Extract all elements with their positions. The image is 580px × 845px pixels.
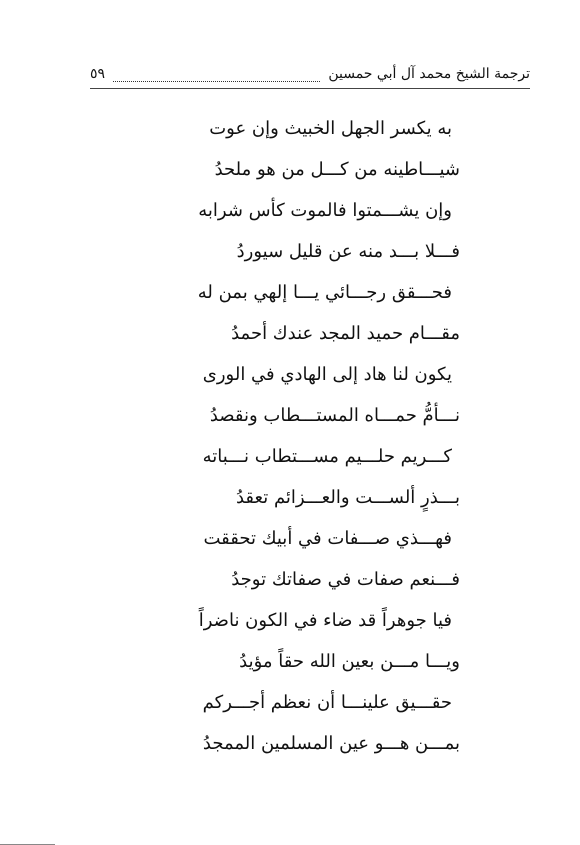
page-number: ٥٩ bbox=[90, 66, 106, 82]
verse-line bbox=[0, 723, 580, 764]
verse-text: بمـــن هـــو عين المسلمين الممجدُ bbox=[202, 733, 460, 754]
verse-line bbox=[0, 231, 580, 272]
verse-text: فحـــقق رجـــائي يـــا إلهي بمن له bbox=[197, 282, 452, 303]
header-dot-leader bbox=[113, 67, 320, 82]
verse-text: وإن يشـــمتوا فالموت كأس شرابه bbox=[198, 200, 452, 221]
verse-line bbox=[0, 682, 580, 723]
verse-text: فـــنعم صفات في صفاتك توجدُ bbox=[231, 569, 460, 590]
verse-text: فيا جوهراً قد ضاء في الكون ناضراً bbox=[198, 610, 452, 631]
verse-text: شيـــاطينه من كـــل من هو ملحدُ bbox=[214, 159, 460, 180]
verse-line bbox=[0, 518, 580, 559]
verse-text: بـــذرٍ ألســـت والعـــزائم تعقدُ bbox=[235, 487, 460, 508]
verse-text: يكون لنا هاد إلى الهادي في الورى bbox=[202, 364, 452, 385]
verse-text: به يكسر الجهل الخبيث وإن عوت bbox=[209, 118, 452, 139]
verse-line bbox=[0, 190, 580, 231]
verse-line bbox=[0, 559, 580, 600]
verse-line bbox=[0, 600, 580, 641]
verse-line bbox=[0, 477, 580, 518]
verse-line bbox=[0, 149, 580, 190]
poem-body bbox=[0, 108, 580, 764]
running-header bbox=[90, 60, 530, 89]
verse-line bbox=[0, 436, 580, 477]
verse-line bbox=[0, 354, 580, 395]
header-title: ترجمة الشيخ محمد آل أبي حمسين bbox=[328, 66, 530, 82]
verse-text: فهـــذي صـــفات في أبيك تحققت bbox=[203, 528, 452, 549]
verse-text: ويـــا مـــن بعين الله حقاً مؤيدُ bbox=[239, 651, 460, 672]
verse-text: كـــريم حلـــيم مســـتطاب نـــباته bbox=[202, 446, 452, 467]
verse-line bbox=[0, 272, 580, 313]
verse-line bbox=[0, 641, 580, 682]
verse-line bbox=[0, 395, 580, 436]
verse-text: مقـــام حميد المجد عندك أحمدُ bbox=[231, 323, 460, 344]
verse-line bbox=[0, 108, 580, 149]
verse-text: حقـــيق علينـــا أن نعظم أجـــركم bbox=[202, 692, 452, 713]
verse-line bbox=[0, 313, 580, 354]
verse-text: نـــأمُّ حمـــاه المستـــطاب ونقصدُ bbox=[209, 405, 460, 426]
verse-text: فـــلا بـــد منه عن قليل سيوردُ bbox=[236, 241, 460, 262]
